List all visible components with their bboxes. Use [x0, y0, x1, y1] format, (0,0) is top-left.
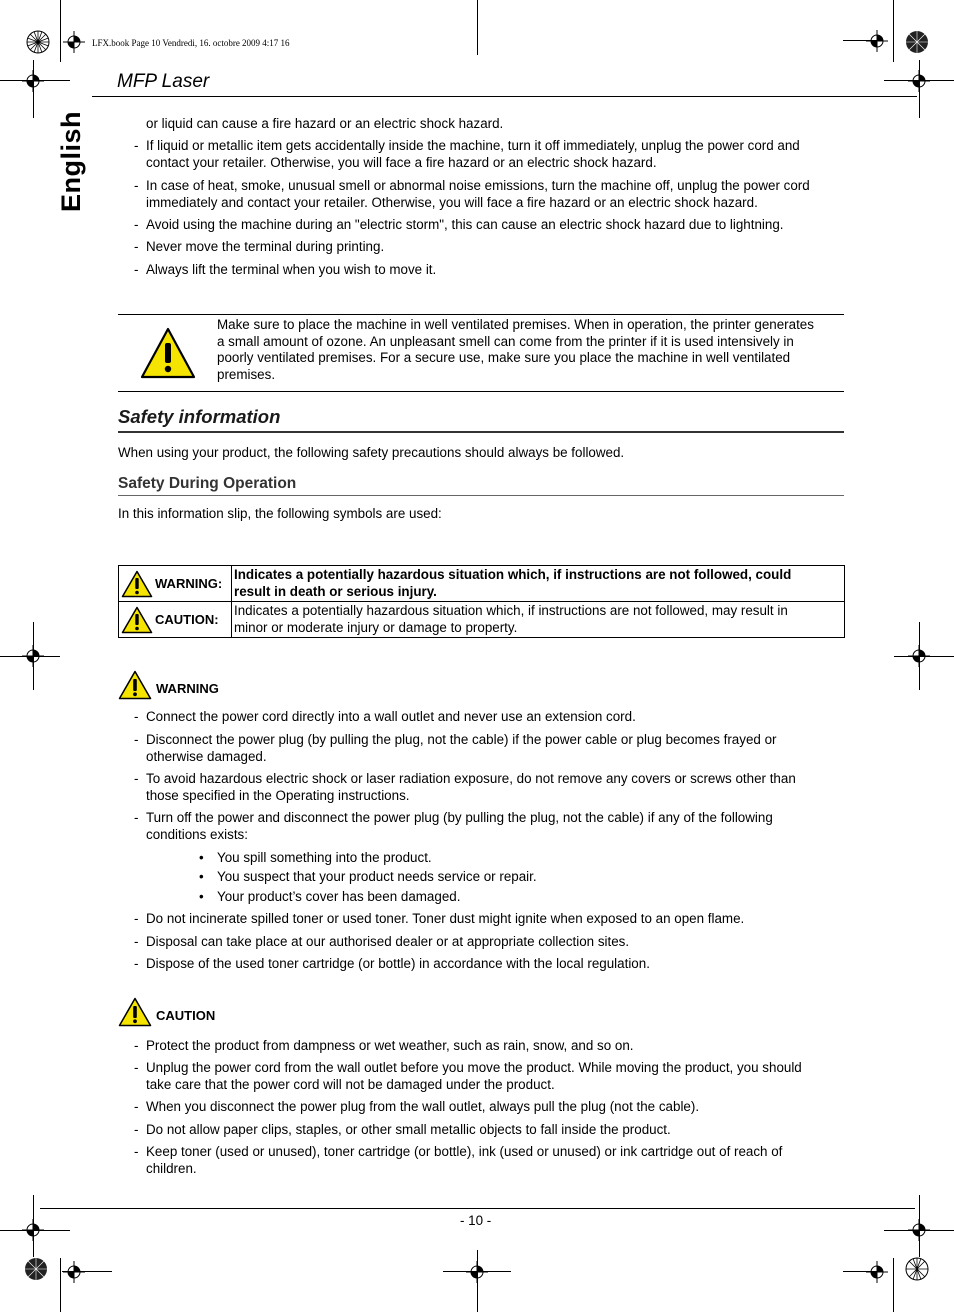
subsection-intro: In this information slip, the following symbols are used:	[118, 506, 442, 521]
symbol-description: Indicates a potentially hazardous situation which, if instructions are not followed, may result in	[234, 603, 788, 618]
caution-triangle-icon	[118, 997, 152, 1027]
registration-star-icon	[905, 1257, 929, 1281]
registration-crosshair-icon	[866, 30, 888, 52]
warning-triangle-icon	[140, 327, 196, 379]
registration-crosshair-icon	[63, 31, 85, 53]
registration-crosshair-icon	[22, 1219, 44, 1241]
symbols-table	[118, 565, 845, 638]
symbol-label: CAUTION:	[155, 612, 219, 627]
footer-rule	[40, 1208, 915, 1209]
intro-continuation: or liquid can cause a fire hazard or an electric shock hazard.	[146, 116, 504, 131]
table-row	[119, 602, 845, 638]
table-row	[119, 566, 845, 602]
ozone-note-line: Make sure to place the machine in well ventilated premises. When in operation, the printer generates	[217, 317, 814, 332]
warning-triangle-icon	[118, 670, 152, 700]
book-info: LFX.book Page 10 Vendredi, 16. octobre 2009 4:17 16	[92, 38, 290, 48]
section-title: Safety information	[118, 406, 281, 427]
caution-triangle-icon	[121, 606, 153, 634]
symbol-description: minor or moderate injury or damage to property.	[234, 620, 518, 635]
registration-star-icon	[26, 30, 50, 54]
registration-star-icon	[24, 1257, 48, 1281]
subsection-title: Safety During Operation	[118, 475, 297, 492]
registration-crosshair-icon	[466, 1261, 488, 1283]
section-intro: When using your product, the following safety precautions should always be followed.	[118, 445, 625, 460]
symbol-label: WARNING:	[155, 576, 223, 591]
warning-triangle-icon	[121, 570, 153, 598]
section-rule	[118, 431, 844, 433]
registration-crosshair-icon	[908, 1219, 930, 1241]
registration-crosshair-icon	[908, 645, 930, 667]
symbol-description: result in death or serious injury.	[234, 584, 437, 599]
page-number: - 10 -	[460, 1213, 492, 1228]
header-title: MFP Laser	[117, 71, 210, 92]
registration-crosshair-icon	[63, 1261, 85, 1283]
warning-heading: WARNING	[118, 670, 219, 700]
side-language-tab: English	[56, 110, 86, 212]
ozone-note-line: premises.	[217, 367, 276, 382]
header-rule	[92, 96, 917, 97]
registration-crosshair-icon	[22, 645, 44, 667]
registration-star-icon	[905, 30, 929, 54]
registration-crosshair-icon	[866, 1261, 888, 1283]
caution-heading: CAUTION	[118, 997, 215, 1027]
ozone-note-line: poorly ventilated premises. For a secure use, make sure you place the machine in well ventilated	[217, 350, 791, 365]
ozone-note-line: a small amount of ozone. An unpleasant smell can come from the printer if it is used intensively in	[217, 334, 794, 349]
symbol-description: Indicates a potentially hazardous situation which, if instructions are not followed, could	[234, 567, 792, 582]
subsection-rule	[118, 495, 844, 496]
